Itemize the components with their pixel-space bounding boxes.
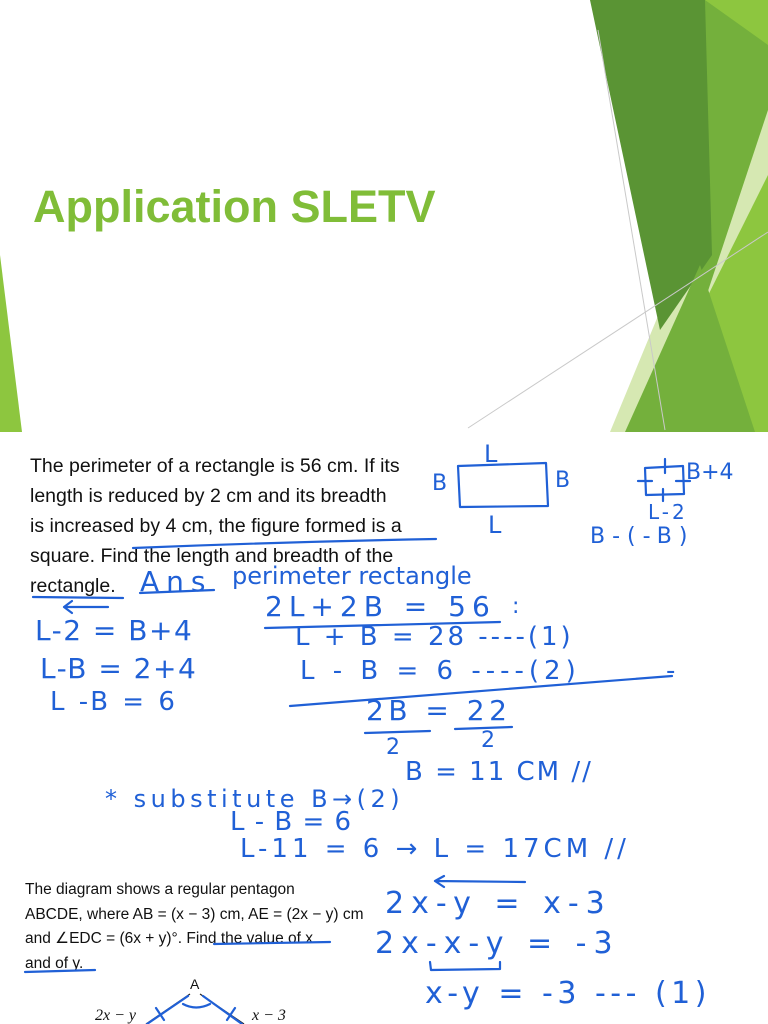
vertex-a-label: A: [190, 976, 200, 992]
side-ae-label: 2x − y: [95, 1007, 136, 1024]
sum-equation: 2B = 22: [366, 694, 512, 727]
denominator-left: 2: [386, 735, 400, 760]
problem-2-line: ABCDE, where AB = (x − 3) cm, AE = (2x − y) cm: [25, 905, 364, 923]
problem-1-line: length is reduced by 2 cm and its breadth: [30, 485, 387, 507]
answer-label: Ans: [140, 565, 213, 598]
rect-label-top: L: [484, 440, 498, 468]
problem-2-text: [25, 878, 364, 976]
problem-2-line: and ∠EDC = (6x + y)°. Find the value of x: [25, 930, 314, 947]
side-ab-label: x − 3: [252, 1007, 286, 1024]
title-slide: [0, 0, 768, 432]
working-heading: perimeter rectangle: [232, 562, 472, 590]
rect-label-bottom: L: [488, 511, 502, 539]
denominator-right: 2: [481, 728, 495, 753]
square-note: B-(-B): [590, 524, 695, 549]
pentagon-equation-a: 2x-y = x-3: [385, 886, 612, 921]
substitute-note: * substitute B→(2): [105, 785, 405, 813]
perimeter-equation: 2L+2B = 56: [265, 590, 496, 623]
slide-title: Application SLETV: [33, 181, 436, 232]
square-bottom-label: L-2: [648, 500, 688, 524]
problem-1-line: square. Find the length and breadth of the: [30, 545, 394, 567]
side-equation-3: L -B = 6: [50, 687, 178, 717]
breadth-result: B = 11 CM //: [405, 757, 593, 787]
colon-mark: :: [512, 594, 520, 619]
side-equation-1: L-2 = B+4: [35, 614, 194, 647]
rect-label-left: B: [432, 471, 448, 496]
square-side-label: B+4: [686, 460, 734, 485]
problem-1-line: The perimeter of a rectangle is 56 cm. If its: [30, 455, 400, 477]
pentagon-equation-c: x-y = -3 --- (1): [425, 976, 711, 1011]
problem-2-line: and of y.: [25, 954, 84, 972]
rect-label-right: B: [555, 468, 571, 493]
problem-1-line: is increased by 4 cm, the figure formed is a: [30, 515, 402, 537]
side-equation-2: L-B = 2+4: [40, 652, 198, 685]
deco-left-sliver: [0, 255, 22, 432]
subtract-mark: -: [666, 656, 676, 686]
length-result: L-11 = 6 → L = 17CM //: [240, 834, 630, 864]
equation-1: L + B = 28 ----(1): [295, 622, 574, 652]
pentagon-equation-b: 2x-x-y = -3: [375, 926, 620, 961]
substituted-equation: L - B = 6: [230, 807, 353, 837]
problem-1-line: rectangle.: [30, 575, 116, 597]
problem-2-line: The diagram shows a regular pentagon: [25, 881, 295, 898]
equation-2: L - B = 6 ----(2): [300, 656, 581, 686]
